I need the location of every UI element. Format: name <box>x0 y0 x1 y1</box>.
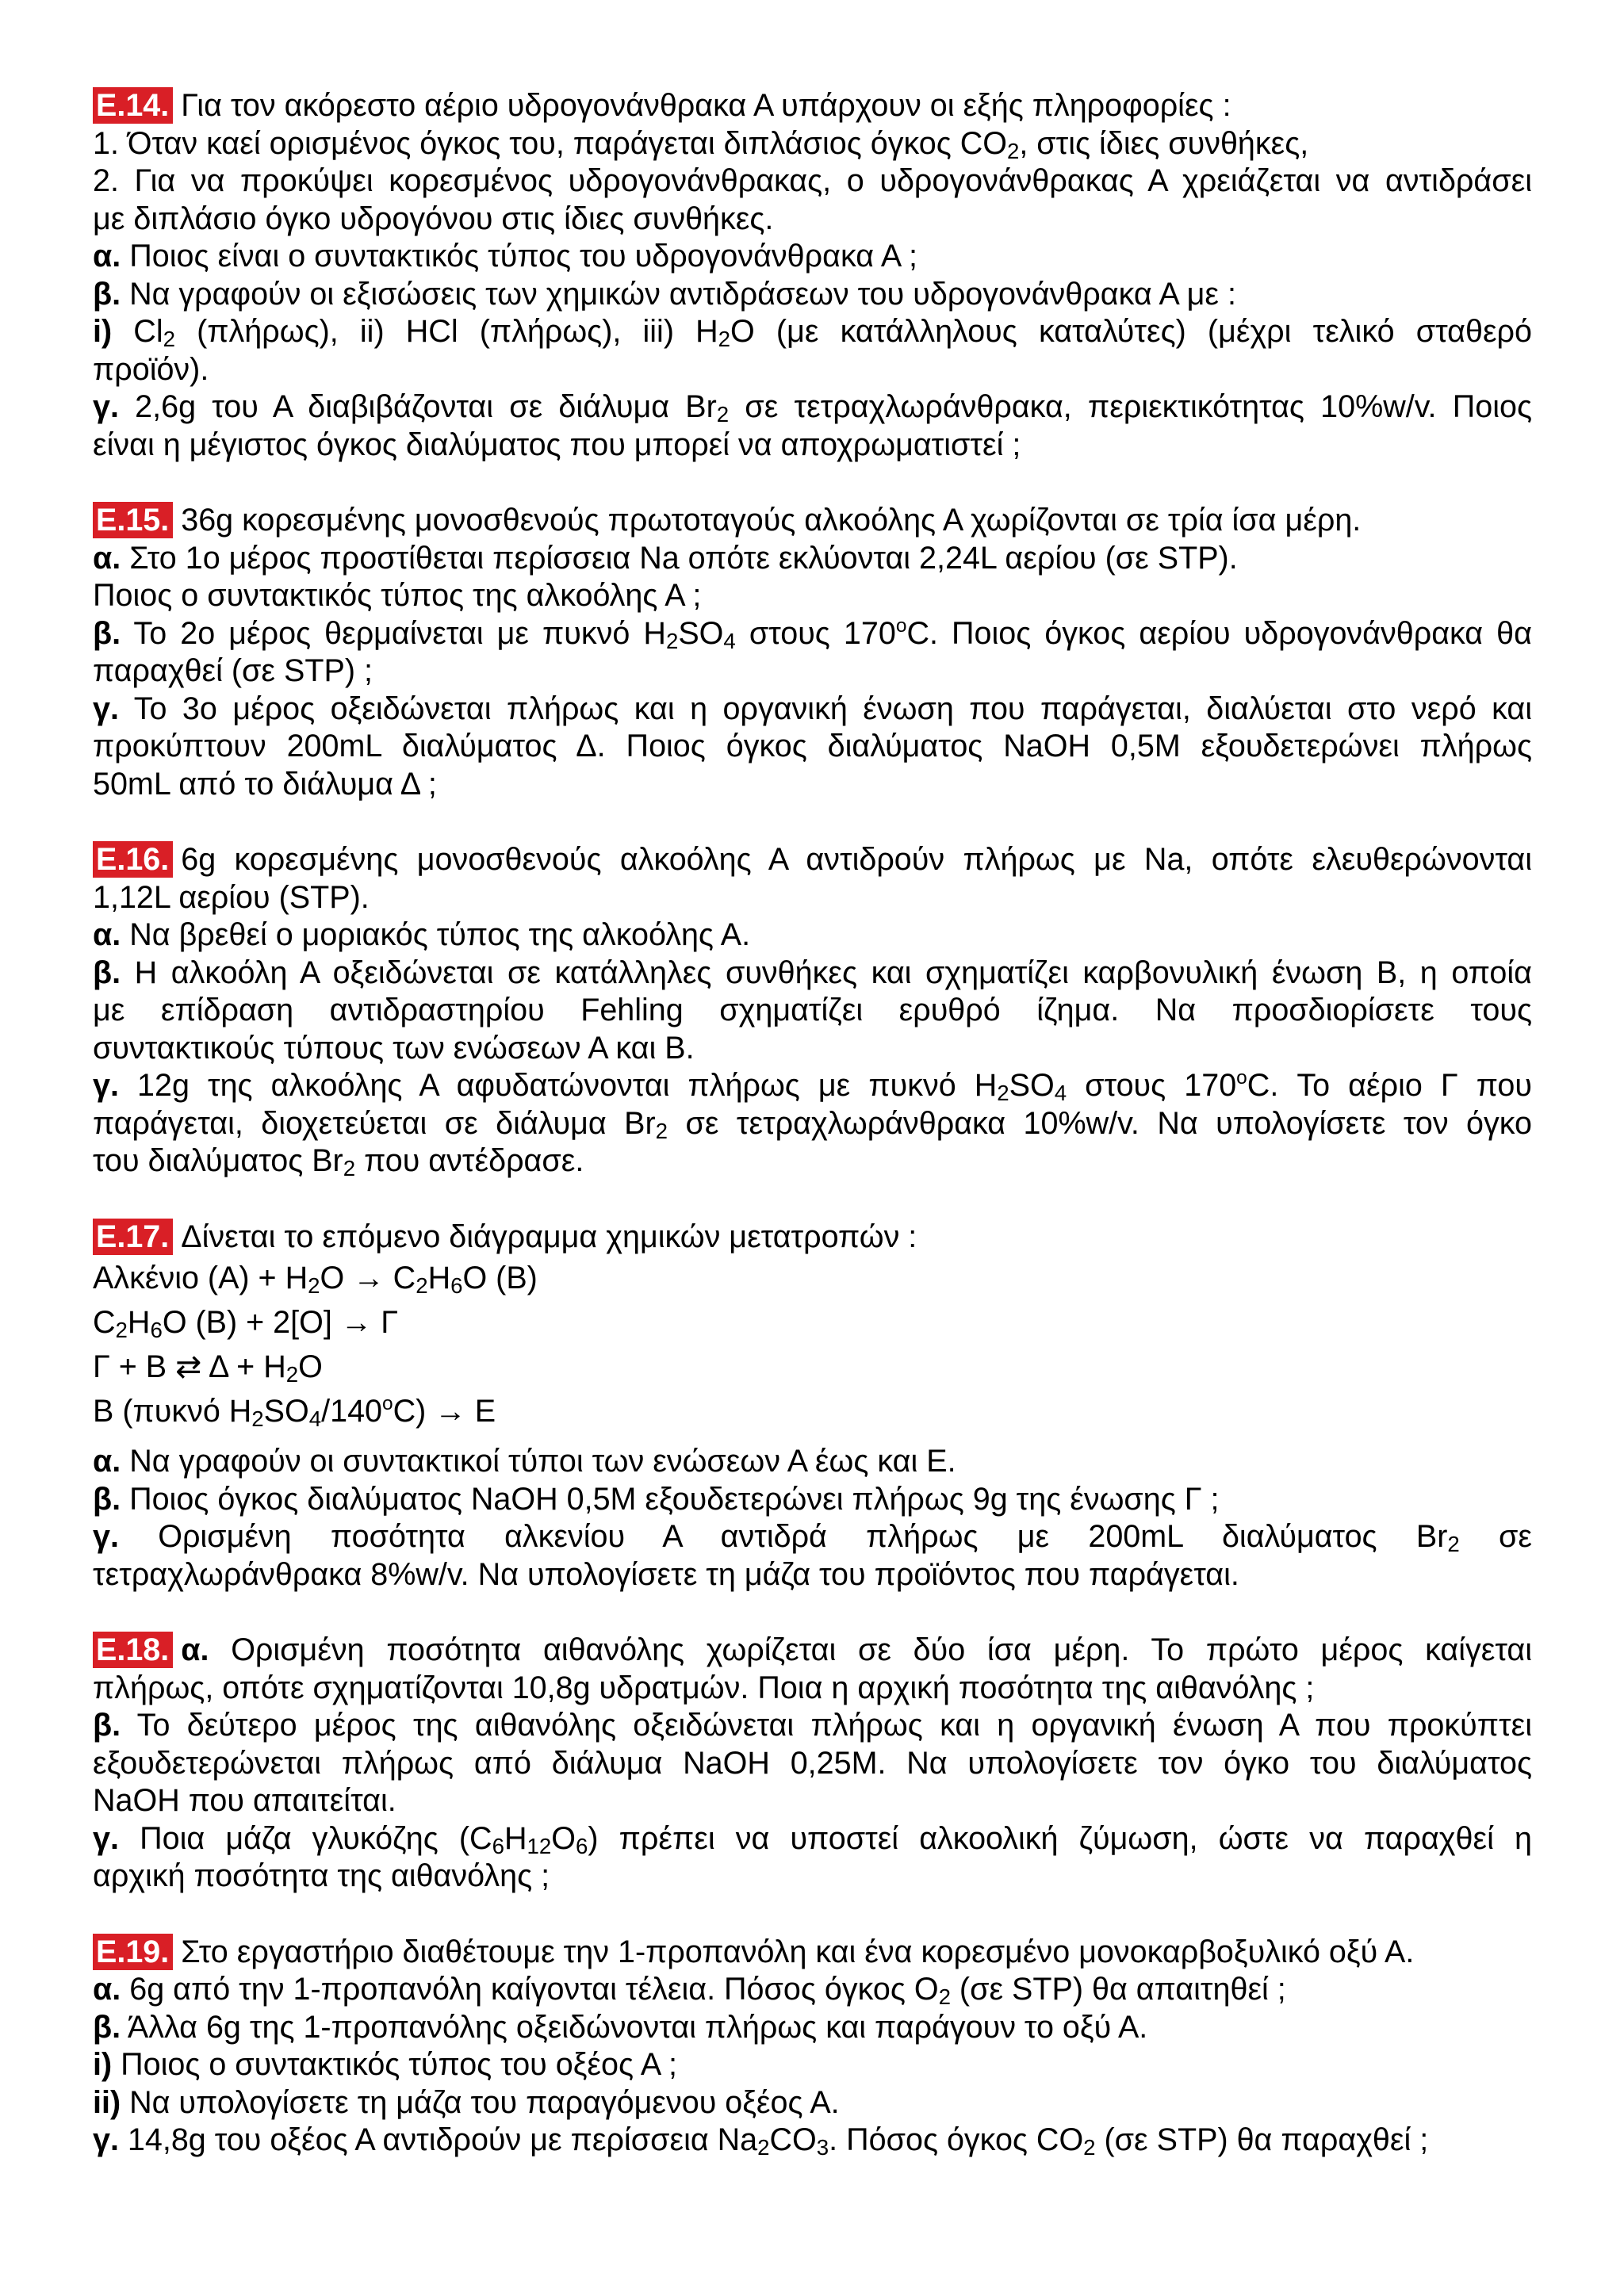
exercise-line: αρχική ποσότητα της αιθανόλης ; <box>93 1858 550 1893</box>
exercise-line: εξουδετερώνεται πλήρως από διάλυμα NaOH 0,25M. Να υπολογίσετε τον όγκο του διαλύματος <box>93 1745 1532 1781</box>
exercise-number-badge: E.17. <box>93 1219 173 1255</box>
exercise-e16 <box>93 841 1532 1181</box>
exercise-line <box>93 1934 1532 1972</box>
question-c: γ. Ορισμένη ποσότητα αλκενίου Α αντιδρά πλήρως με 200mL διαλύματος $Br_2$ σε <box>93 1519 1532 1557</box>
reaction-equation: $C_2H_6O$ (Β) + 2[O] → Γ <box>93 1305 399 1343</box>
exercise-line: του διαλύματος $Br_2$ που αντέδρασε. <box>93 1143 584 1181</box>
exercise-e15 <box>93 502 1532 803</box>
exercise-line <box>93 87 1532 125</box>
exercise-line: τετραχλωράνθρακα 8%w/v. Να υπολογίσετε τη μάζα του προϊόντος που παράγεται. <box>93 1556 1239 1592</box>
exercise-line <box>93 841 1532 879</box>
exercise-line: είναι η μέγιστος όγκος διαλύματος που μπορεί να αποχρωματιστεί ; <box>93 427 1021 462</box>
exercise-line: με διπλάσιο όγκο υδρογόνου στις ίδιες συνθήκες. <box>93 201 774 236</box>
question-a: α. Να βρεθεί ο μοριακός τύπος της αλκοόλης Α. <box>93 917 751 952</box>
exercise-line: προκύπτουν 200mL διαλύματος Δ. Ποιος όγκος διαλύματος NaOH 0,5M εξουδετερώνει πλήρως <box>93 729 1532 763</box>
question-c: γ. Ποια μάζα γλυκόζης $(C_6H_{12}O_6)$ πρέπει να υποστεί αλκοολική ζύμωση, ώστε να παραχθεί η <box>93 1820 1532 1858</box>
exercise-e14 <box>93 87 1532 464</box>
exercise-line: 2. Για να προκύψει κορεσμένος υδρογονάνθρακας, ο υδρογονάνθρακας Α χρειάζεται να αντιδράσει <box>93 163 1532 198</box>
exercise-line: παράγεται, διοχετεύεται σε διάλυμα $Br_2$ σε τετραχλωράνθρακα 10%w/v. Να υπολογίσετε τον όγκο <box>93 1105 1533 1143</box>
question-a: α. Ποιος είναι ο συντακτικός τύπος του υδρογονάνθρακα Α ; <box>93 239 917 274</box>
exercise-number-badge: E.15. <box>93 502 173 538</box>
question-c: γ. Το 3ο μέρος οξειδώνεται πλήρως και η οργανική ένωση που παράγεται, διαλύεται στο νερό και <box>93 691 1532 726</box>
exercise-line: NaOH που απαιτείται. <box>93 1783 396 1818</box>
question-a: α. 6g από την 1-προπανόλη καίγονται τέλεια. Πόσος όγκος $O_2$ (σε STP) θα απαιτηθεί ; <box>93 1972 1286 2010</box>
question-c: γ. 2,6g του Α διαβιβάζονται σε διάλυμα $Br_2$ σε τετραχλωράνθρακα, περιεκτικότητας 10%w/v. Ποιος <box>93 389 1532 427</box>
question-b: β. Ποιος όγκος διαλύματος NaOH 0,5M εξουδετερώνει πλήρως 9g της ένωσης Γ ; <box>93 1481 1220 1517</box>
question-b: β. Να γραφούν οι εξισώσεις των χημικών αντιδράσεων του υδρογονάνθρακα Α με : <box>93 276 1236 312</box>
exercise-text: 6g κορεσμένης μονοσθενούς αλκοόλης Α αντιδρούν πλήρως με Na, οπότε ελευθερώνονται <box>181 842 1532 877</box>
exercise-line: 1. Όταν καεί ορισμένος όγκος του, παράγεται διπλάσιος όγκος $CO_2$, στις ίδιες συνθήκες, <box>93 125 1309 163</box>
question-a: α. Στο 1ο μέρος προστίθεται περίσσεια Na οπότε εκλύονται 2,24L αερίου (σε STP). <box>93 540 1238 576</box>
exercise-e18 <box>93 1632 1532 1896</box>
question-a: α. Να γραφούν οι συντακτικοί τύποι των ενώσεων Α έως και Ε. <box>93 1444 956 1479</box>
question-c: γ. 14,8g του οξέος Α αντιδρούν με περίσσεια $Na_2CO_3$. Πόσος όγκος $CO_2$ (σε STP) θα παραχθεί ; <box>93 2122 1429 2160</box>
question-b: β. Το δεύτερο μέρος της αιθανόλης οξειδώνεται πλήρως και η οργανική ένωση Α που προκύπτει <box>93 1708 1532 1743</box>
exercise-line: i) $Cl_2$ (πλήρως), ii) HCl (πλήρως), iii) $H_2O$ (με κατάλληλους καταλύτες) (μέχρι τελικό σταθερό <box>93 314 1532 352</box>
sub-question-i: i) Ποιος ο συντακτικός τύπος του οξέος Α ; <box>93 2047 677 2082</box>
question-b: β. Η αλκοόλη Α οξειδώνεται σε κατάλληλες συνθήκες και σχηματίζει καρβονυλική ένωση Β, η οποία <box>93 955 1532 990</box>
exercise-line: Ποιος ο συντακτικός τύπος της αλκοόλης Α ; <box>93 578 702 613</box>
exercise-line: παραχθεί (σε STP) ; <box>93 653 373 688</box>
question-a: α. Ορισμένη ποσότητα αιθανόλης χωρίζεται σε δύο ίσα μέρη. Το πρώτο μέρος καίγεται <box>181 1632 1532 1667</box>
exercise-line: προϊόν). <box>93 351 209 387</box>
sub-question-ii: ii) Να υπολογίσετε τη μάζα του παραγόμενου οξέος Α. <box>93 2084 840 2120</box>
question-b: β. Το 2ο μέρος θερμαίνεται με πυκνό $H_2SO_4$ στους 170$^o$C. Ποιος όγκος αερίου υδρογονάνθρακα θα <box>93 614 1532 653</box>
exercise-text: Στο εργαστήριο διαθέτουμε την 1-προπανόλη και ένα κορεσμένο μονοκαρβοξυλικό οξύ Α. <box>181 1934 1415 1969</box>
exercise-number-badge: E.19. <box>93 1934 173 1970</box>
exercise-line: με επίδραση αντιδραστηρίου Fehling σχηματίζει ερυθρό ίζημα. Να προσδιορίσετε τους <box>93 993 1532 1027</box>
exercise-number-badge: E.18. <box>93 1632 173 1668</box>
exercise-line <box>93 502 1532 540</box>
question-b: β. Άλλα 6g της 1-προπανόλης οξειδώνονται πλήρως και παράγουν το οξύ Α. <box>93 2009 1148 2045</box>
exercise-line <box>93 1632 1532 1670</box>
exercise-e17 <box>93 1219 1532 1594</box>
exercise-number-badge: E.16. <box>93 841 173 878</box>
exercise-text: Δίνεται το επόμενο διάγραμμα χημικών μετατροπών : <box>181 1219 917 1254</box>
reaction-equation: Β (πυκνό $H_2SO_4/140^oC) \to E$ <box>93 1392 496 1432</box>
exercise-line: συντακτικούς τύπους των ενώσεων Α και Β. <box>93 1030 695 1066</box>
exercise-e19 <box>93 1934 1532 2160</box>
reaction-equation: Γ + Β ⇄ $\Delta + H_2O$ <box>93 1349 323 1387</box>
exercise-line: 50mL από το διάλυμα Δ ; <box>93 766 437 802</box>
exercise-line <box>93 1219 1532 1257</box>
question-c: γ. 12g της αλκοόλης Α αφυδατώνονται πλήρως με πυκνό $H_2SO_4$ στους 170$^o$C. Το αέριο Γ που <box>93 1066 1532 1106</box>
exercise-text: Για τον ακόρεστο αέριο υδρογονάνθρακα Α υπάρχουν οι εξής πληροφορίες : <box>181 88 1231 123</box>
exercise-line: 1,12L αερίου (STP). <box>93 879 370 915</box>
reaction-equation: Αλκένιο $(A) + H_2O \to C_2H_6O$ (Β) <box>93 1261 538 1299</box>
exercise-number-badge: E.14. <box>93 87 173 124</box>
exercise-text: 36g κορεσμένης μονοσθενούς πρωτοταγούς αλκοόλης Α χωρίζονται σε τρία ίσα μέρη. <box>181 503 1362 538</box>
exercise-line: πλήρως, οπότε σχηματίζονται 10,8g υδρατμών. Ποια η αρχική ποσότητα της αιθανόλης ; <box>93 1670 1315 1705</box>
